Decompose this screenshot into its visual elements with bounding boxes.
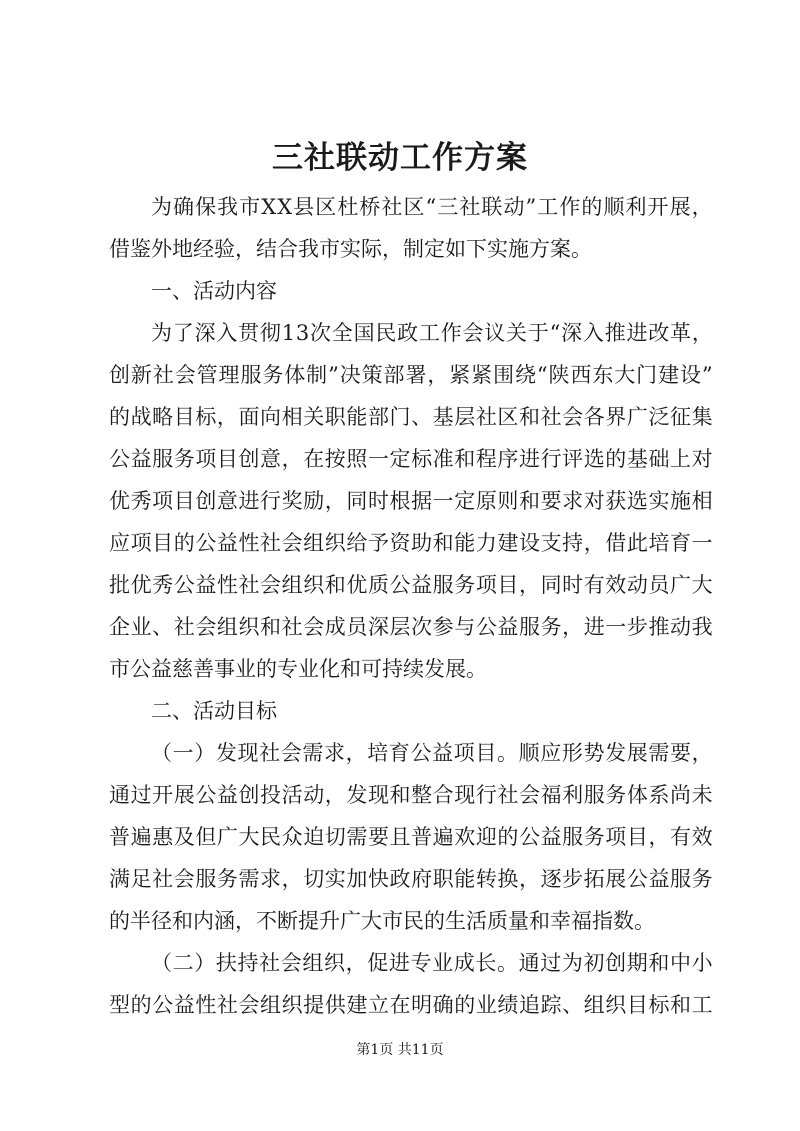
text-line: 二、活动目标 xyxy=(151,699,277,723)
text-line: 应 项 目 的 公 益 性 社 会 组 织 给 予 资 助 和 能 力 建 设 支 持 ， 借 此 培 育 一 xyxy=(109,531,713,555)
text-line: （ 二 ） 扶 持 社 会 组 织 ， 促 进 专 业 成 长 。 通 过 为 初 创 期 和 中 小 xyxy=(151,951,713,975)
text-line: 创 新 社 会 管 理 服 务 体 制 ” 决 策 部 署 ， 紧 紧 围 绕 “ 陕 西 东 大 门 建 设 ” xyxy=(109,363,713,387)
text-line: 型 的 公 益 性 社 会 组 织 提 供 建 立 在 明 确 的 业 绩 追 踪 、 组 织 目 标 和 工 xyxy=(109,993,713,1017)
text-line: 的半径和内涵，不断提升广大市民的生活质量和幸福指数。 xyxy=(109,909,655,933)
text-line: 为 了 深 入 贯 彻 1 3 次 全 国 民 政 工 作 会 议 关 于 “ 深 入 推 进 改 革 ， xyxy=(151,321,713,345)
text-line: （ 一 ） 发 现 社 会 需 求 ， 培 育 公 益 项 目 。 顺 应 形 势 发 展 需 要 ， xyxy=(151,741,713,765)
page-footer: 第1页 共11页 xyxy=(356,1042,444,1058)
text-line: 普 遍 惠 及 但 广 大 民 众 迫 切 需 要 且 普 遍 欢 迎 的 公 益 服 务 项 目 ， 有 效 xyxy=(109,825,713,849)
document-body xyxy=(109,186,713,1026)
text-line: 公 益 服 务 项 目 创 意 ， 在 按 照 一 定 标 准 和 程 序 进 行 评 选 的 基 础 上 对 xyxy=(109,447,713,471)
text-line: 批 优 秀 公 益 性 社 会 组 织 和 优 质 公 益 服 务 项 目 ， 同 时 有 效 动 员 广 大 xyxy=(109,573,713,597)
document-title: 三社联动工作方案 xyxy=(272,140,528,176)
text-line: 企 业 、 社 会 组 织 和 社 会 成 员 深 层 次 参 与 公 益 服 务 ， 进 一 步 推 动 我 xyxy=(109,615,713,639)
text-line: 借鉴外地经验，结合我市实际，制定如下实施方案。 xyxy=(109,237,592,261)
text-line: 满 足 社 会 服 务 需 求 ， 切 实 加 快 政 府 职 能 转 换 ， 逐 步 拓 展 公 益 服 务 xyxy=(109,867,713,891)
text-line: 市公益慈善事业的专业化和可持续发展。 xyxy=(109,657,487,681)
text-line: 优 秀 项 目 创 意 进 行 奖 励 ， 同 时 根 据 一 定 原 则 和 要 求 对 获 选 实 施 相 xyxy=(109,489,713,513)
text-line: 的 战 略 目 标 ， 面 向 相 关 职 能 部 门 、 基 层 社 区 和 社 会 各 界 广 泛 征 集 xyxy=(109,405,713,429)
text-line: 一、活动内容 xyxy=(151,279,277,303)
text-line: 为 确 保 我 市 X X 县 区 杜 桥 社 区 “ 三 社 联 动 ” 工 作 的 顺 利 开 展 ， xyxy=(151,195,713,219)
text-line: 通 过 开 展 公 益 创 投 活 动 ， 发 现 和 整 合 现 行 社 会 福 利 服 务 体 系 尚 未 xyxy=(109,783,713,807)
